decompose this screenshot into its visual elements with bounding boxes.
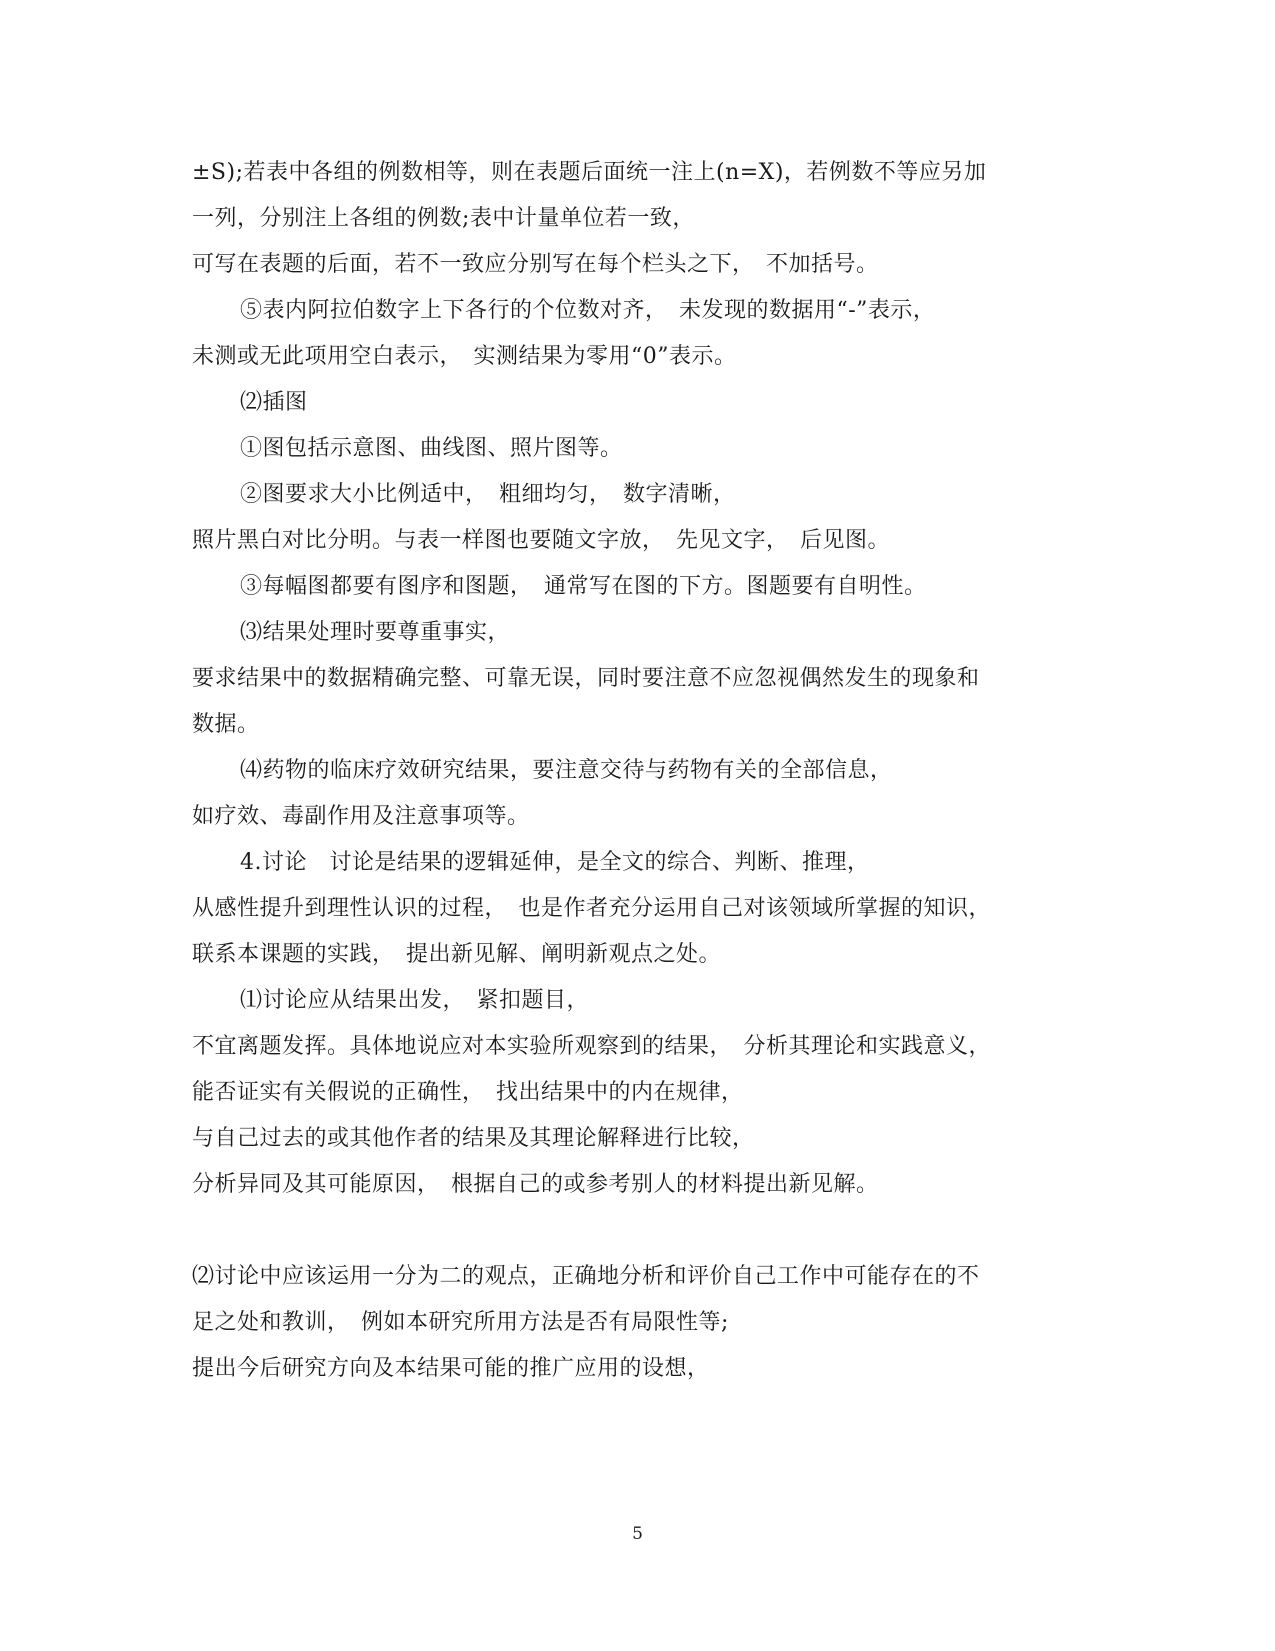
text-line: 能否证实有关假说的正确性， 找出结果中的内在规律，	[192, 1080, 744, 1105]
text-line: ⑷药物的临床疗效研究结果，要注意交待与药物有关的全部信息，	[240, 758, 893, 783]
text-line: 可写在表题的后面，若不一致应分别写在每个栏头之下， 不加括号。	[192, 252, 879, 277]
text-line: ⑴讨论应从结果出发， 紧扣题目，	[240, 988, 590, 1013]
section-heading: 4.讨论 讨论是结果的逻辑延伸，是全文的综合、判断、推理，	[240, 850, 870, 875]
text-line: ⑵讨论中应该运用一分为二的观点，正确地分析和评价自己工作中可能存在的不	[192, 1264, 980, 1289]
text-line: 要求结果中的数据精确完整、可靠无误，同时要注意不应忽视偶然发生的现象和	[192, 666, 980, 691]
text-line: ①图包括示意图、曲线图、照片图等。	[240, 436, 623, 461]
text-line: ②图要求大小比例适中， 粗细均匀， 数字清晰，	[240, 482, 736, 507]
text-line: 不宜离题发挥。具体地说应对本实验所观察到的结果， 分析其理论和实践意义，	[192, 1034, 992, 1059]
text-line: 提出今后研究方向及本结果可能的推广应用的设想，	[192, 1356, 710, 1381]
text-line: ③每幅图都要有图序和图题， 通常写在图的下方。图题要有自明性。	[240, 574, 927, 599]
page-number: 5	[632, 1524, 643, 1544]
text-line: 联系本课题的实践， 提出新见解、阐明新观点之处。	[192, 942, 722, 967]
text-line: 未测或无此项用空白表示， 实测结果为零用“0”表示。	[192, 344, 737, 369]
text-line: 与自己过去的或其他作者的结果及其理论解释进行比较，	[192, 1126, 755, 1151]
text-line: 足之处和教训， 例如本研究所用方法是否有局限性等;	[192, 1310, 729, 1335]
text-line: 照片黑白对比分明。与表一样图也要随文字放， 先见文字， 后见图。	[192, 528, 891, 553]
text-line: 从感性提升到理性认识的过程， 也是作者充分运用自己对该领域所掌握的知识，	[192, 896, 992, 921]
text-line: ⑶结果处理时要尊重事实，	[240, 620, 511, 645]
text-line: 数据。	[192, 712, 260, 737]
text-line: ⑤表内阿拉伯数字上下各行的个位数对齐， 未发现的数据用“-”表示，	[240, 298, 936, 323]
text-line: ±S);若表中各组的例数相等，则在表题后面统一注上(n=X)，若例数不等应另加	[192, 160, 987, 185]
section-heading: ⑵插图	[240, 390, 308, 415]
text-line: 一列，分别注上各组的例数;表中计量单位若一致，	[192, 206, 695, 231]
text-line: 如疗效、毒副作用及注意事项等。	[192, 804, 530, 829]
text-line: 分析异同及其可能原因， 根据自己的或参考别人的材料提出新见解。	[192, 1172, 879, 1197]
